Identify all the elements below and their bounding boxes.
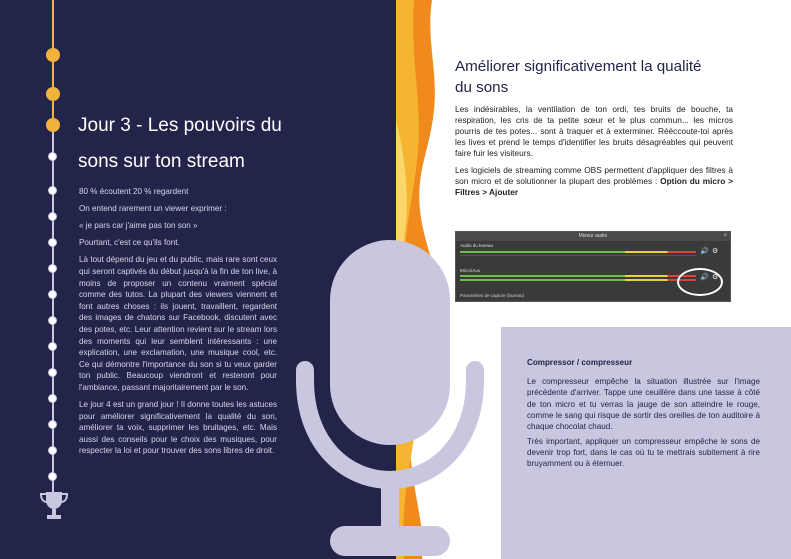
- compressor-heading: Compressor / compresseur: [527, 358, 633, 367]
- paragraph: Là tout dépend du jeu et du public, mais rare sont ceux qui seront captivés du début jusqu'à la fin de ton live, à moins de proposer un contenu vraiment spécial comme des tutos. La plupart des viewers viennent et font autres choses : ils jouent, travaillent, regardent des images de chatons sur Facebook, discutent avec des potes, etc. Leur attention revient sur le stream lors des moments qui leur semblent intéressants : une explication, une exclamation, une musique cool, etc. Ce qui démontre l'importance du son si tu veux garder ton public. Beaucoup viendront et resteront pour l'ambiance, passant majoritairement par le son.: [79, 255, 277, 392]
- title-line: Améliorer significativement la qualité: [455, 58, 702, 75]
- obs-bottom-label: Paramètres de capture (bureau): [460, 293, 525, 298]
- timeline-dot: [48, 186, 57, 195]
- right-body-text: [455, 104, 733, 204]
- paragraph: Le compresseur empêche la situation illustrée sur l'image précédente d'arriver. Tappe une ceuillère dans une tasse à côté de ton micro et tu verras la jauge de son atteindre le rouge, comme le sang qui risque de sortir des oreilles de ton auditoire à chaque chocolat chaud.: [527, 377, 760, 432]
- close-icon: ×: [723, 233, 727, 239]
- paragraph: 80 % écoutent 20 % regardent: [79, 187, 189, 196]
- timeline-dot: [48, 446, 57, 455]
- timeline-dot: [48, 264, 57, 273]
- paragraph: Très important, appliquer un compresseur empêche le sons de devenir trop fort, dans le cas où tu te mettrais subitement à rire bruyamment ou à éternuer.: [527, 436, 760, 469]
- title-line: Jour 3 - Les pouvoirs du: [78, 115, 282, 136]
- page-title: [78, 108, 290, 180]
- timeline-dot: [48, 316, 57, 325]
- left-body-text: [79, 186, 277, 462]
- timeline-dot: [48, 212, 57, 221]
- timeline-gold-segment: [52, 0, 54, 130]
- timeline-dot: [48, 290, 57, 299]
- timeline-dot: [48, 342, 57, 351]
- title-line: sons sur ton stream: [78, 151, 245, 172]
- speaker-icon[interactable]: 🔊: [700, 274, 709, 281]
- speaker-icon[interactable]: 🔊: [700, 248, 709, 255]
- paragraph-text: Les logiciels de streaming comme OBS permettent d'appliquer des filtres à son micro et de solutionner la plupart des problèmes :: [455, 165, 733, 186]
- obs-track-label: Audio du bureau: [460, 243, 494, 248]
- timeline-dot: [48, 472, 57, 481]
- trophy-icon: [39, 490, 69, 522]
- obs-track-label: Micro/Aux: [460, 268, 481, 273]
- gear-icon[interactable]: ⚙: [712, 274, 719, 281]
- obs-window-title: Mixeur audio: [456, 232, 730, 241]
- section-title: [455, 56, 723, 98]
- paragraph: Le jour 4 est un grand jour ! Il donne toutes les astuces pour améliorer significativement la qualité du son, améliorer ta voix, supprimer les bruitages, etc. Mais aussi des conseils pour le choix des musiques, pour respecter la loi et pour trouver des sons libres de droit.: [79, 400, 277, 456]
- paragraph: Pourtant, c'est ce qu'ils font.: [79, 238, 180, 248]
- paragraph: Les indésirables, la ventilation de ton ordi, tes bruits de bouche, ta respiration, les cris de ta petite sœur et le plus commun... les micros pourris de tes potes... sont à traquer et à exterminer. Rééccoute-toi après les lives et prend le temps d'identifier les bruits désagréables qui peuvent faire fuir les visiteurs.: [455, 104, 733, 158]
- timeline-dot: [48, 368, 57, 377]
- menu-path: Option du micro > Filtres > Ajouter: [455, 176, 734, 197]
- paragraph: « je pars car j'aime pas ton son »: [79, 221, 198, 231]
- highlight-circle: [677, 268, 723, 296]
- gear-icon[interactable]: ⚙: [712, 248, 719, 255]
- timeline-dot-gold: [46, 118, 60, 132]
- microphone-icon: [285, 230, 545, 559]
- timeline-dot: [48, 238, 57, 247]
- paragraph: On entend rarement un viewer exprimer :: [79, 204, 227, 214]
- title-line: du sons: [455, 79, 509, 96]
- timeline-dot-gold: [46, 48, 60, 62]
- paragraph: [455, 165, 733, 198]
- compressor-text: [527, 357, 760, 473]
- timeline-dot: [48, 152, 57, 161]
- timeline-dot-gold: [46, 87, 60, 101]
- timeline-dot: [48, 394, 57, 403]
- timeline-dot: [48, 420, 57, 429]
